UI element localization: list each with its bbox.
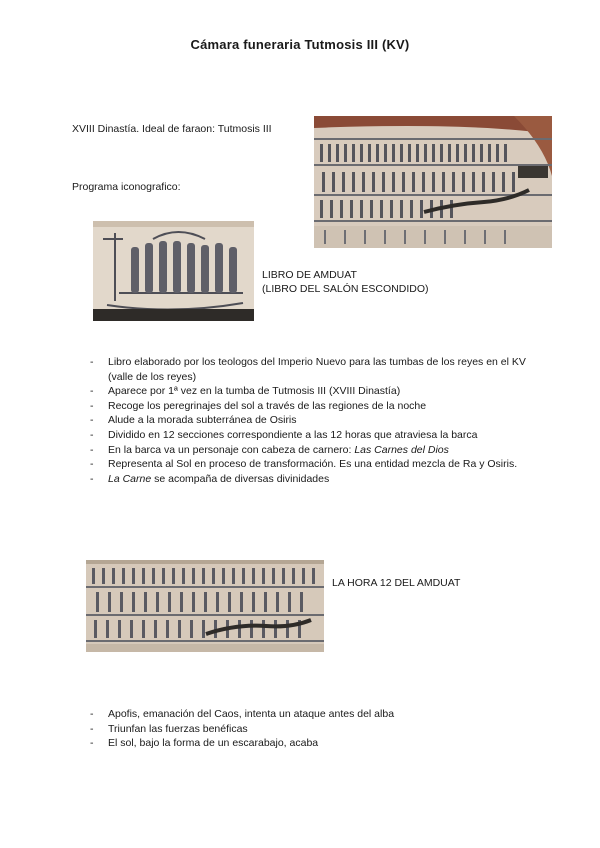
amduat-title-line1: LIBRO DE AMDUAT (262, 269, 357, 281)
list-item: - Representa al Sol en proceso de transformación. Es una entidad mezcla de Ra y Osiris. (90, 458, 518, 471)
list-item: - Aparece por 1ª vez en la tumba de Tutmosis III (XVIII Dinastía) (90, 385, 401, 398)
list-item: - La Carne se acompaña de diversas divinidades (90, 472, 330, 485)
list-item: - Alude a la morada subterránea de Osiris (90, 414, 297, 427)
hora12-label: LA HORA 12 DEL AMDUAT (332, 577, 461, 589)
list-item: - En la barca va un personaje con cabeza de carnero: Las Carnes del Dios (90, 443, 449, 456)
list-item: - Dividido en 12 secciones correspondiente a las 12 horas que atraviesa la barca (90, 428, 478, 441)
amduat-barque-photo (93, 221, 254, 321)
hora12-photo (86, 560, 324, 652)
list-item: - El sol, bajo la forma de un escarabajo, acaba (90, 737, 319, 750)
amduat-bullet-list (90, 355, 528, 486)
tomb-wall-photo-top (314, 116, 552, 248)
hora12-bullet-list (90, 707, 528, 751)
list-item: - Libro elaborado por los teologos del Imperio Nuevo para las tumbas de los reyes en el KV (valle de los reyes) (90, 356, 526, 383)
list-item: - Triunfan las fuerzas benéficas (90, 722, 248, 735)
amduat-title-line2: (LIBRO DEL SALÓN ESCONDIDO) (262, 283, 429, 295)
list-item: - Recoge los peregrinajes del sol a través de las regiones de la noche (90, 399, 427, 412)
program-text: Programa iconografico: (72, 181, 181, 193)
list-item: - Apofis, emanación del Caos, intenta un ataque antes del alba (90, 708, 395, 720)
dynasty-text: XVIII Dinastía. Ideal de faraon: Tutmosis III (72, 123, 272, 135)
page-title: Cámara funeraria Tutmosis III (KV) (190, 37, 410, 52)
